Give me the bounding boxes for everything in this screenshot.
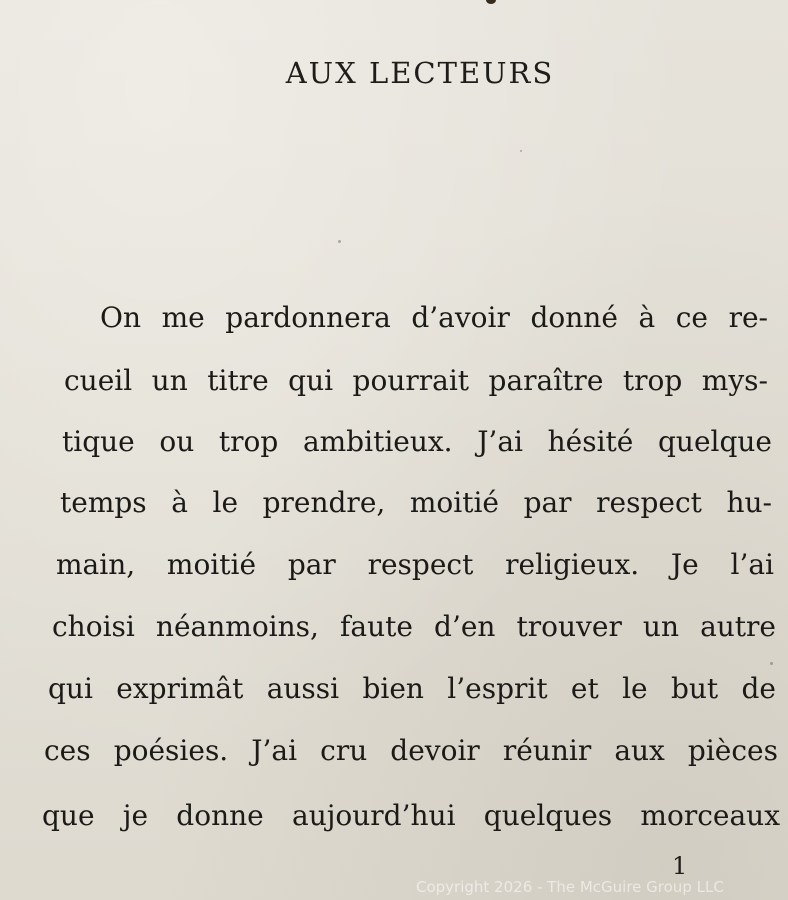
text-line-1: On me pardonnera d’avoir donné à ce re- [100, 301, 768, 334]
page-number: 1 [672, 852, 688, 880]
text-line-4: temps à le prendre, moitié par respect hu- [60, 486, 772, 519]
text-line-5: main, moitié par respect religieux. Je l’ai [56, 548, 774, 581]
text-line-8: ces poésies. J’ai cru devoir réunir aux pièces [44, 734, 778, 767]
ink-mark [486, 0, 496, 4]
text-line-3: tique ou trop ambitieux. J’ai hésité quelque [62, 425, 772, 458]
text-line-9: que je donne aujourd’hui quelques morceaux [42, 799, 780, 832]
paper-speck [770, 662, 773, 665]
paper-speck [338, 240, 341, 243]
text-line-7: qui exprimât aussi bien l’esprit et le but de [48, 672, 776, 705]
text-line-2: cueil un titre qui pourrait paraître trop mys- [64, 364, 768, 397]
chapter-heading: AUX LECTEURS [285, 56, 555, 90]
paper-speck [520, 150, 522, 152]
text-line-6: choisi néanmoins, faute d’en trouver un autre [52, 610, 776, 643]
copyright-watermark: Copyright 2026 - The McGuire Group LLC [416, 878, 724, 896]
